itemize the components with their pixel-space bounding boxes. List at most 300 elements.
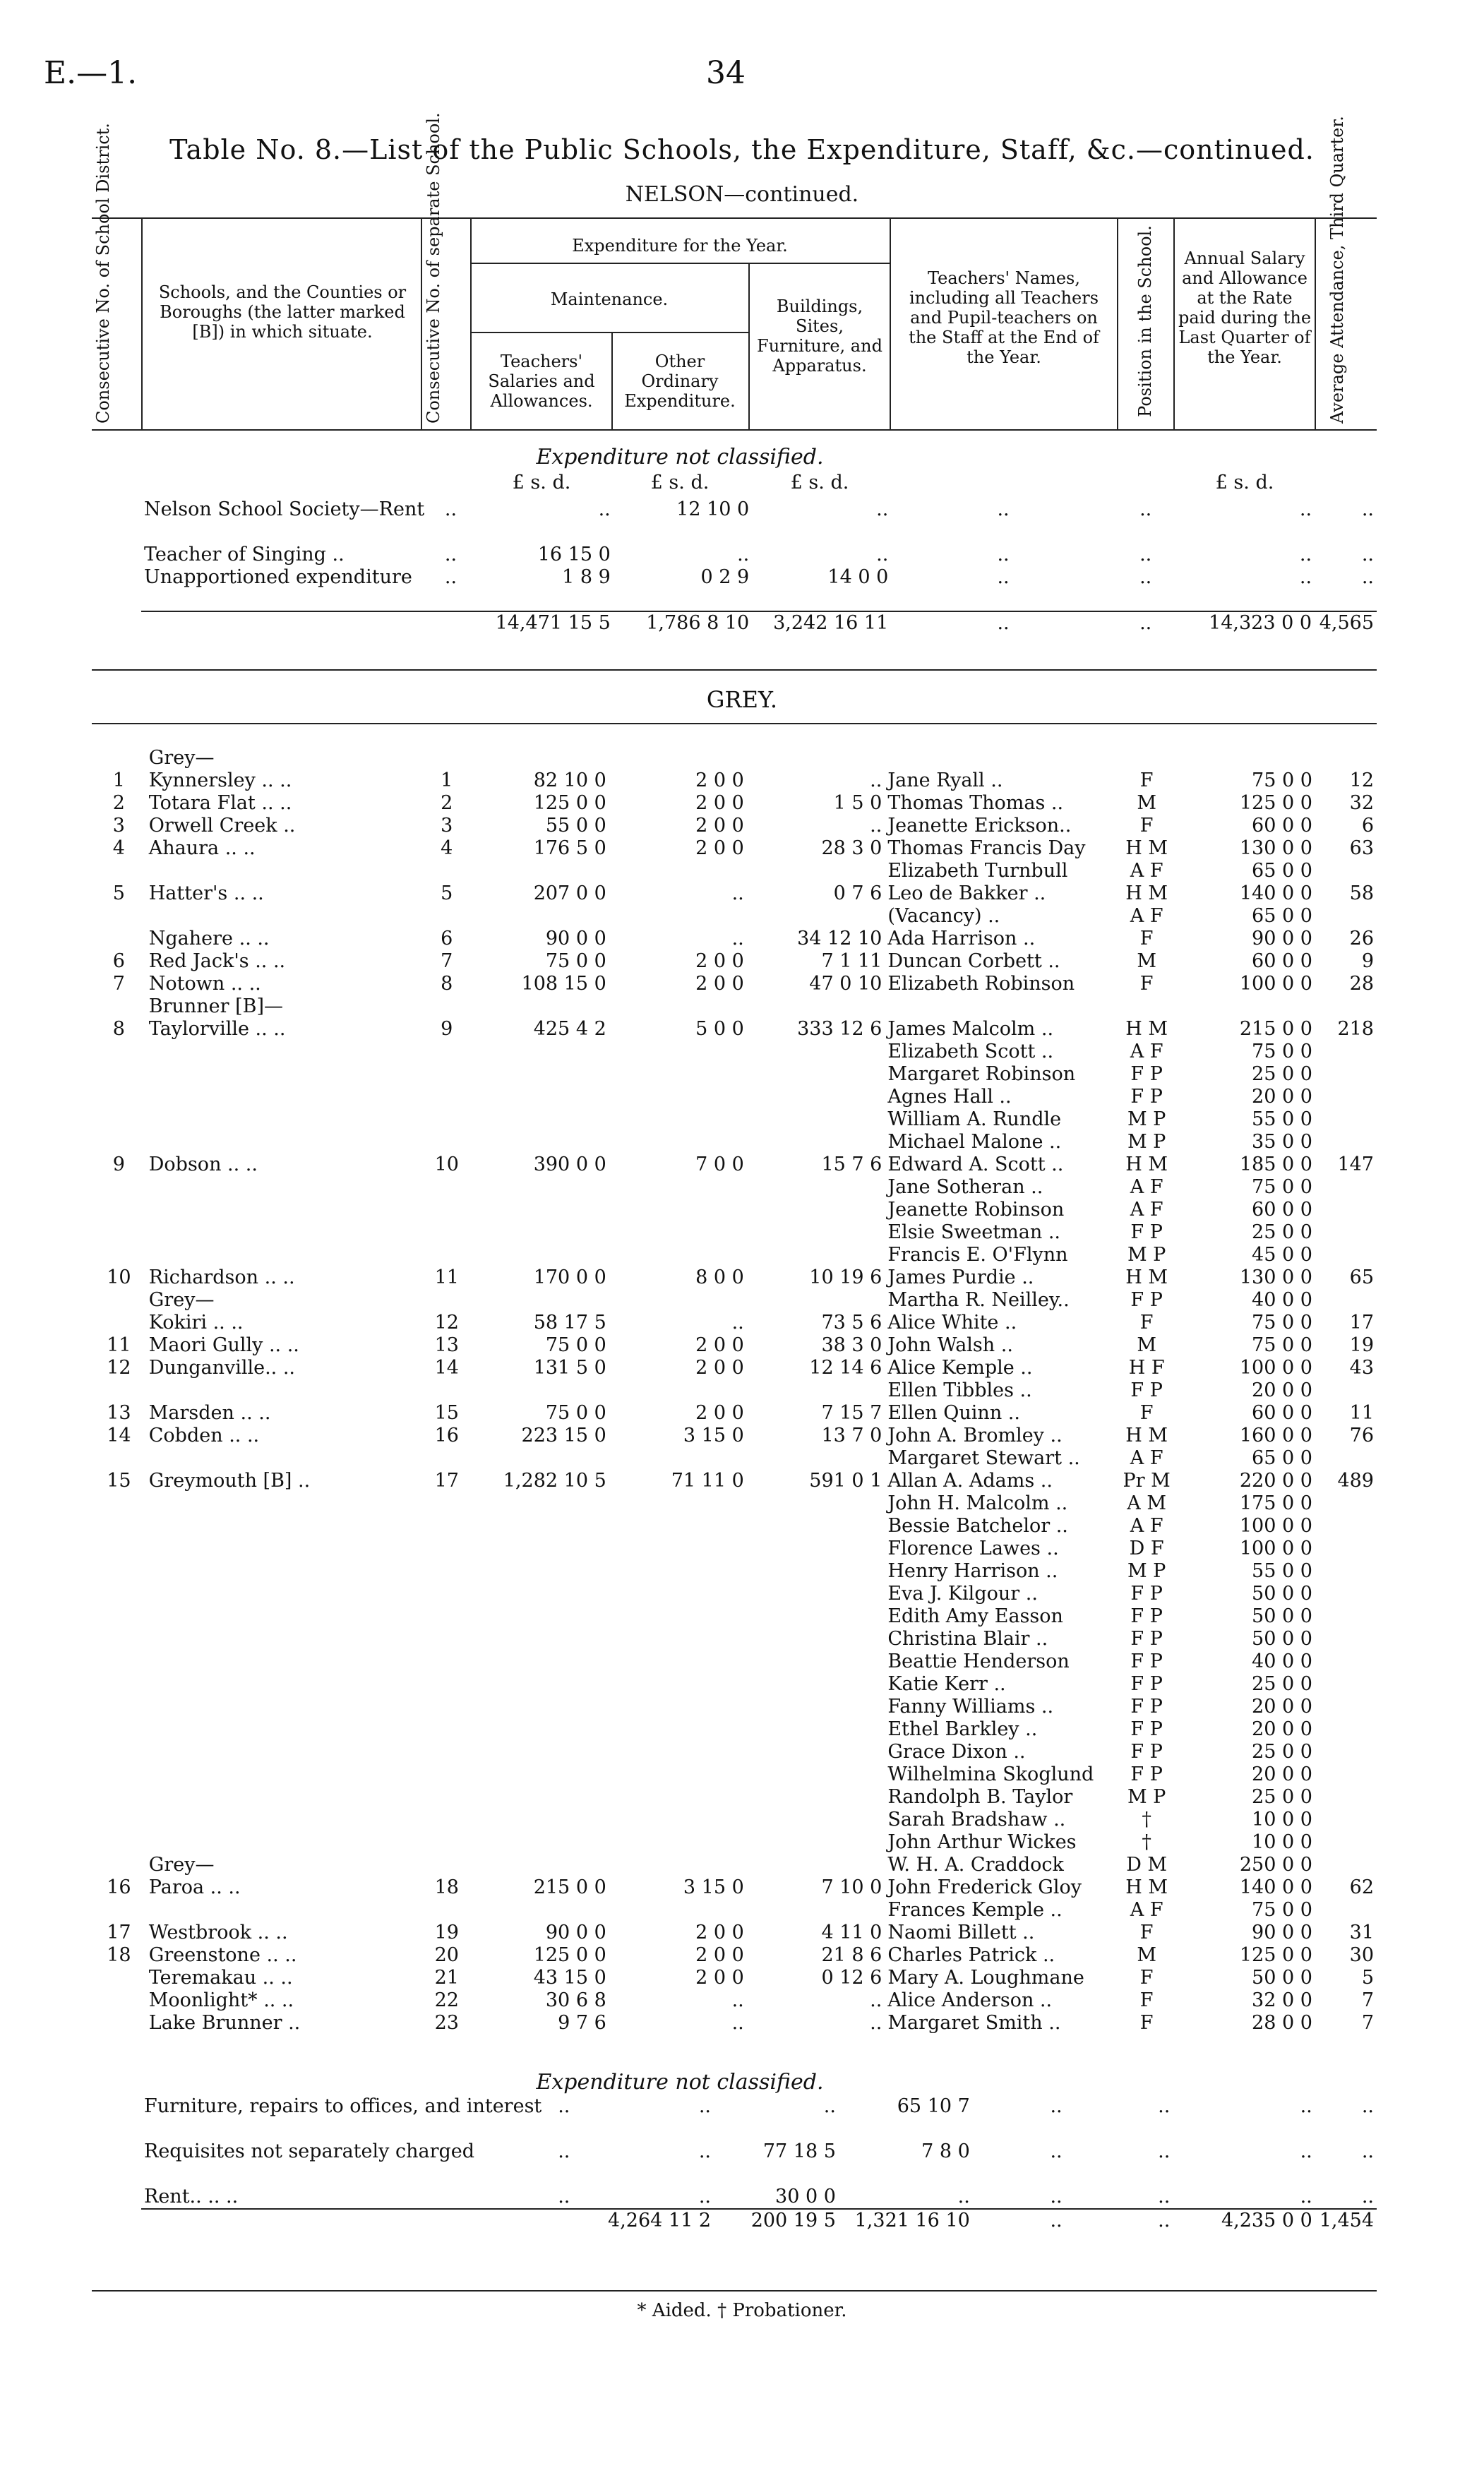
other-expenditure (609, 1176, 747, 1199)
other-expenditure (609, 1809, 747, 1831)
col-salaries: Teachers' Salaries and Allowances. (488, 352, 595, 411)
annual-salary: .. (1300, 2186, 1312, 2208)
grey-row (92, 1718, 1377, 1741)
salaries (470, 905, 609, 928)
school-name (146, 905, 423, 928)
district-no: 5 (112, 882, 125, 904)
annual-salary: 250 0 0 (1239, 1854, 1312, 1876)
school-name: Teacher of Singing .. (144, 544, 345, 565)
attendance (1315, 1786, 1377, 1809)
grey-row (92, 1470, 1377, 1492)
attendance: 65 (1349, 1266, 1374, 1288)
annual-salary: 100 0 0 (1239, 1538, 1312, 1559)
position: H M (1125, 837, 1168, 859)
attendance (1315, 1583, 1377, 1605)
annual-salary: 60 0 0 (1252, 1199, 1312, 1221)
position: F P (1130, 1605, 1163, 1627)
buildings (747, 1515, 885, 1538)
school-name: Dobson .. .. (148, 1154, 258, 1175)
grey-row (92, 995, 1377, 1018)
grey-row (92, 905, 1377, 928)
position: F P (1130, 1221, 1163, 1243)
header-bottom-rule (92, 429, 1377, 431)
total-position: .. (1158, 2210, 1171, 2232)
district-no (92, 747, 146, 769)
other-expenditure (609, 1854, 747, 1876)
salaries (470, 1176, 609, 1199)
attendance: 30 (1349, 1944, 1374, 1966)
annual-salary: 20 0 0 (1252, 1696, 1312, 1718)
school-name (146, 1086, 423, 1108)
grey-row (92, 1944, 1377, 1967)
annual-salary: 50 0 0 (1252, 1967, 1312, 1989)
school-no (423, 1809, 470, 1831)
annual-salary: 50 0 0 (1252, 1605, 1312, 1627)
grey-row (92, 1583, 1377, 1605)
annual-salary: 140 0 0 (1239, 1876, 1312, 1898)
position: .. (1158, 2140, 1171, 2162)
col-expenditure: Expenditure for the Year. (572, 236, 788, 256)
district-no: 15 (107, 1470, 131, 1492)
district-no: 1 (112, 769, 125, 791)
school-name: Cobden .. .. (148, 1425, 260, 1446)
school-name: Maori Gully .. .. (148, 1334, 299, 1356)
district-no: 13 (107, 1402, 131, 1424)
position: A F (1130, 1447, 1163, 1469)
salaries (470, 747, 609, 769)
other-expenditure (609, 1447, 747, 1470)
district-no (92, 1108, 146, 1131)
district-no (92, 1763, 146, 1786)
annual-salary: 75 0 0 (1252, 1176, 1312, 1198)
school-no: 15 (434, 1402, 459, 1424)
salaries (470, 1741, 609, 1763)
position: .. (1139, 566, 1152, 588)
attendance: 58 (1349, 882, 1374, 904)
buildings (747, 747, 885, 769)
other-expenditure: 2 0 0 (695, 950, 744, 972)
school-no: 17 (434, 1470, 459, 1492)
district-no: 4 (112, 837, 125, 859)
buildings: 1 5 0 (833, 792, 882, 814)
other-expenditure (609, 905, 747, 928)
attendance (1315, 1244, 1377, 1266)
district-no (92, 1289, 146, 1312)
teacher-name: .. (997, 498, 1010, 520)
school-no: 23 (434, 2012, 459, 2034)
buildings: 14 0 0 (827, 566, 889, 588)
bottom-rule (92, 2290, 1377, 2292)
grey-row (92, 1379, 1377, 1402)
grey-table (92, 747, 1377, 2035)
grey-heading: GREY. (706, 686, 778, 713)
teacher-name: Randolph B. Taylor (887, 1786, 1073, 1808)
salaries (470, 1199, 609, 1221)
salaries (470, 1538, 609, 1560)
district-no (92, 1967, 146, 1989)
school-no (423, 1651, 470, 1673)
attendance: 6 (1361, 815, 1374, 837)
other-expenditure: 2 0 0 (695, 1922, 744, 1943)
teacher-name: Ellen Tibbles .. (887, 1379, 1032, 1401)
annual-salary: 90 0 0 (1252, 1922, 1312, 1943)
district-no (92, 1221, 146, 1244)
buildings (747, 1763, 885, 1786)
total-attendance: 1,454 (1319, 2210, 1374, 2232)
teacher-name: Margaret Stewart .. (887, 1447, 1080, 1469)
other-expenditure (609, 1289, 747, 1312)
district-no (92, 1718, 146, 1741)
buildings: 7 1 11 (821, 950, 882, 972)
salaries (470, 1515, 609, 1538)
teacher-name: John H. Malcolm .. (887, 1492, 1068, 1514)
salaries (470, 860, 609, 882)
attendance (1315, 1289, 1377, 1312)
grey-row (92, 747, 1377, 769)
teacher-name: Katie Kerr .. (887, 1673, 1006, 1695)
school-name: Requisites not separately charged (144, 2140, 475, 2162)
teacher-name: Jeanette Robinson (887, 1199, 1065, 1221)
grey-not-classified-label: Expenditure not classified. (536, 2070, 824, 2095)
buildings: .. (870, 815, 882, 837)
school-name: Totara Flat .. .. (148, 792, 292, 814)
salaries (470, 1447, 609, 1470)
district-no (92, 1741, 146, 1763)
school-name (146, 1063, 423, 1086)
annual-salary (1178, 747, 1315, 769)
teacher-name (885, 747, 1115, 769)
attendance: 7 (1361, 2012, 1374, 2034)
teacher-name: Beattie Henderson (887, 1651, 1070, 1672)
position: F P (1130, 1063, 1163, 1085)
attendance (1315, 1718, 1377, 1741)
other-expenditure (609, 1063, 747, 1086)
school-name (146, 1108, 423, 1131)
region-subtitle: NELSON—continued. (625, 182, 859, 207)
school-no: .. (444, 544, 457, 565)
other-expenditure: .. (737, 544, 750, 565)
annual-salary: 100 0 0 (1239, 973, 1312, 995)
teacher-name: Leo de Bakker .. (887, 882, 1046, 904)
salaries: 131 5 0 (533, 1357, 606, 1379)
school-name: Ngahere .. .. (148, 928, 270, 950)
other-expenditure: .. (731, 882, 744, 904)
grey-row (92, 1312, 1377, 1334)
grey-row (92, 950, 1377, 973)
annual-salary: 130 0 0 (1239, 837, 1312, 859)
school-name: Paroa .. .. (148, 1876, 241, 1898)
teacher-name: John A. Bromley .. (887, 1425, 1063, 1446)
footnote: * Aided. † Probationer. (637, 2300, 847, 2321)
school-name (146, 1131, 423, 1154)
grey-row (92, 1673, 1377, 1696)
salaries (470, 1560, 609, 1583)
col-attendance: Average Attendance, Third Quarter. (1327, 116, 1347, 424)
school-name: Taylorville .. .. (148, 1018, 286, 1040)
school-no (423, 1176, 470, 1199)
school-name: Rent.. .. .. (144, 2186, 239, 2208)
salaries (470, 1605, 609, 1628)
currency-salaries: £ s. d. (512, 472, 571, 493)
district-no (92, 1063, 146, 1086)
grey-row (92, 769, 1377, 792)
salaries (470, 1379, 609, 1402)
salaries: 75 0 0 (545, 1402, 606, 1424)
header-divider (1315, 217, 1316, 429)
district-no (92, 1605, 146, 1628)
salaries: 82 10 0 (533, 769, 606, 791)
school-name: Nelson School Society—Rent (144, 498, 425, 520)
attendance: 147 (1337, 1154, 1374, 1175)
grey-row (92, 1560, 1377, 1583)
school-no: 8 (441, 973, 453, 995)
grey-row (92, 1447, 1377, 1470)
grey-row (92, 1741, 1377, 1763)
district-no (92, 1041, 146, 1063)
attendance (1315, 1809, 1377, 1831)
grey-row (92, 1041, 1377, 1063)
teacher-name: Ellen Quinn .. (887, 1402, 1020, 1424)
annual-salary: 75 0 0 (1252, 1334, 1312, 1356)
grey-row (92, 882, 1377, 905)
attendance (1315, 1447, 1377, 1470)
position: A F (1130, 860, 1163, 882)
teacher-name: .. (1050, 2186, 1063, 2208)
annual-salary: 175 0 0 (1239, 1492, 1312, 1514)
attendance (1315, 1763, 1377, 1786)
salaries: 390 0 0 (533, 1154, 606, 1175)
position: M (1137, 1334, 1156, 1356)
position: M (1137, 950, 1156, 972)
school-no (423, 1244, 470, 1266)
school-no: 12 (434, 1312, 459, 1334)
annual-salary: 55 0 0 (1252, 1560, 1312, 1582)
buildings (747, 1063, 885, 1086)
annual-salary: 60 0 0 (1252, 815, 1312, 837)
annual-salary: 20 0 0 (1252, 1718, 1312, 1740)
district-no (92, 1651, 146, 1673)
teacher-name: Elizabeth Scott .. (887, 1041, 1054, 1062)
teacher-name: Naomi Billett .. (887, 1922, 1035, 1943)
other-expenditure: 2 0 0 (695, 1967, 744, 1989)
attendance (1315, 860, 1377, 882)
salaries: .. (698, 2140, 712, 2162)
other-expenditure: 5 0 0 (695, 1018, 744, 1040)
header-divider (748, 263, 750, 429)
buildings (747, 1899, 885, 1922)
currency-other: £ s. d. (650, 472, 710, 493)
attendance: 43 (1349, 1357, 1374, 1379)
other-expenditure: 71 11 0 (671, 1470, 744, 1492)
district-no (92, 1583, 146, 1605)
school-name: Dunganville.. .. (148, 1357, 296, 1379)
grey-extra-table (141, 2095, 1377, 2232)
school-name (146, 1560, 423, 1583)
other-expenditure (609, 1651, 747, 1673)
attendance: 19 (1349, 1334, 1374, 1356)
grey-row (92, 1266, 1377, 1289)
attendance: 7 (1361, 1989, 1374, 2011)
position: H F (1128, 1357, 1165, 1379)
attendance (1315, 1131, 1377, 1154)
district-no: 3 (112, 815, 125, 837)
position (1115, 747, 1178, 769)
col-other: Other Ordinary Expenditure. (624, 352, 736, 411)
position: F (1139, 1402, 1154, 1424)
other-expenditure: 3 15 0 (683, 1876, 744, 1898)
other-expenditure: 8 0 0 (695, 1266, 744, 1288)
annual-salary: 50 0 0 (1252, 1583, 1312, 1605)
annual-salary: 65 0 0 (1252, 860, 1312, 882)
buildings: 7 15 7 (821, 1402, 882, 1424)
attendance (1315, 1628, 1377, 1651)
district-no (92, 928, 146, 950)
position: H M (1125, 1266, 1168, 1288)
position: F (1139, 1989, 1154, 2011)
other-expenditure: 2 0 0 (695, 1334, 744, 1356)
grey-extra-row (141, 2140, 1377, 2186)
annual-salary (1178, 995, 1315, 1018)
other-expenditure: 30 0 0 (775, 2186, 836, 2208)
annual-salary: 20 0 0 (1252, 1379, 1312, 1401)
buildings (747, 1086, 885, 1108)
school-no (423, 1583, 470, 1605)
salaries: 425 4 2 (533, 1018, 606, 1040)
grey-row (92, 1018, 1377, 1041)
teacher-name: Thomas Francis Day (887, 837, 1086, 859)
teacher-name: Jane Ryall .. (887, 769, 1003, 791)
buildings: .. (957, 2186, 970, 2208)
school-no (423, 1673, 470, 1696)
school-name (146, 1244, 423, 1266)
other-expenditure: .. (731, 1989, 744, 2011)
buildings (747, 1176, 885, 1199)
total-annual-salary: 4,235 0 0 (1221, 2210, 1312, 2232)
attendance: 218 (1337, 1018, 1374, 1040)
grey-row (92, 1086, 1377, 1108)
school-name (146, 1763, 423, 1786)
teacher-name: James Purdie .. (887, 1266, 1034, 1288)
buildings (747, 1560, 885, 1583)
salaries (470, 1041, 609, 1063)
teacher-name: Mary A. Loughmane (887, 1967, 1084, 1989)
teacher-name: Jane Sotheran .. (887, 1176, 1043, 1198)
attendance (1315, 1041, 1377, 1063)
header-divider (890, 217, 891, 429)
buildings (747, 1651, 885, 1673)
school-no (423, 1899, 470, 1922)
grey-row (92, 1244, 1377, 1266)
teacher-name: Eva J. Kilgour .. (887, 1583, 1038, 1605)
teacher-name: Elizabeth Turnbull (887, 860, 1068, 882)
annual-salary: 20 0 0 (1252, 1763, 1312, 1785)
total-label (141, 2209, 544, 2232)
teacher-name: Elizabeth Robinson (887, 973, 1075, 995)
teacher-name: (Vacancy) .. (887, 905, 1000, 927)
district-no (92, 995, 146, 1018)
salaries: 215 0 0 (533, 1876, 606, 1898)
school-no (423, 860, 470, 882)
salaries: 223 15 0 (521, 1425, 606, 1446)
school-name: Hatter's .. .. (148, 882, 264, 904)
col-annual-salary: Annual Salary and Allowance at the Rate paid during the Last Quarter of the Year. (1178, 248, 1312, 367)
school-no (423, 1696, 470, 1718)
school-no: .. (558, 2140, 570, 2162)
salaries: 9 7 6 (558, 2012, 606, 2034)
other-expenditure: 2 0 0 (695, 815, 744, 837)
annual-salary: .. (1299, 566, 1312, 588)
salaries: 43 15 0 (533, 1967, 606, 1989)
school-no (423, 1538, 470, 1560)
district-no (92, 1176, 146, 1199)
salaries: 125 0 0 (533, 1944, 606, 1966)
school-no: 2 (441, 792, 453, 814)
annual-salary: 20 0 0 (1252, 1086, 1312, 1108)
salaries (470, 1651, 609, 1673)
teacher-name: Alice Anderson .. (887, 1989, 1053, 2011)
other-expenditure (609, 995, 747, 1018)
annual-salary: 75 0 0 (1252, 769, 1312, 791)
grey-row (92, 1334, 1377, 1357)
salaries: 75 0 0 (545, 1334, 606, 1356)
annual-salary: 32 0 0 (1252, 1989, 1312, 2011)
salaries (470, 1221, 609, 1244)
other-expenditure (609, 1560, 747, 1583)
position: H M (1125, 882, 1168, 904)
buildings: 13 7 0 (821, 1425, 882, 1446)
grey-row (92, 1063, 1377, 1086)
school-name (146, 1831, 423, 1854)
other-expenditure (609, 1131, 747, 1154)
school-no: 21 (434, 1967, 459, 1989)
grey-row (92, 1899, 1377, 1922)
grey-row (92, 1108, 1377, 1131)
school-no (423, 1628, 470, 1651)
annual-salary: 60 0 0 (1252, 950, 1312, 972)
teacher-name: Christina Blair .. (887, 1628, 1048, 1650)
buildings: .. (870, 769, 882, 791)
grey-row (92, 1402, 1377, 1425)
attendance: .. (1361, 2095, 1374, 2117)
school-no (423, 1605, 470, 1628)
position: F (1139, 2012, 1154, 2034)
school-name: Westbrook .. .. (148, 1922, 288, 1943)
col-schools: Schools, and the Counties or Boroughs (the latter marked [B]) in which situate. (158, 282, 407, 342)
grey-row (92, 1763, 1377, 1786)
salaries (470, 1583, 609, 1605)
page-number: 34 (706, 55, 746, 91)
position: H M (1125, 1018, 1168, 1040)
nelson-row (141, 566, 1377, 611)
salaries: .. (698, 2095, 712, 2117)
attendance (1315, 1696, 1377, 1718)
school-no (423, 1492, 470, 1515)
grey-row (92, 928, 1377, 950)
grey-row (92, 1809, 1377, 1831)
annual-salary: 75 0 0 (1252, 1041, 1312, 1062)
school-no: 16 (434, 1425, 459, 1446)
position: M P (1127, 1131, 1166, 1153)
salaries (470, 1696, 609, 1718)
attendance: 63 (1349, 837, 1374, 859)
salaries (470, 1063, 609, 1086)
district-no: 18 (107, 1944, 131, 1966)
attendance (1315, 747, 1377, 769)
buildings: 21 8 6 (821, 1944, 882, 1966)
attendance: 489 (1337, 1470, 1374, 1492)
position (1115, 995, 1178, 1018)
grey-row (92, 1989, 1377, 2012)
